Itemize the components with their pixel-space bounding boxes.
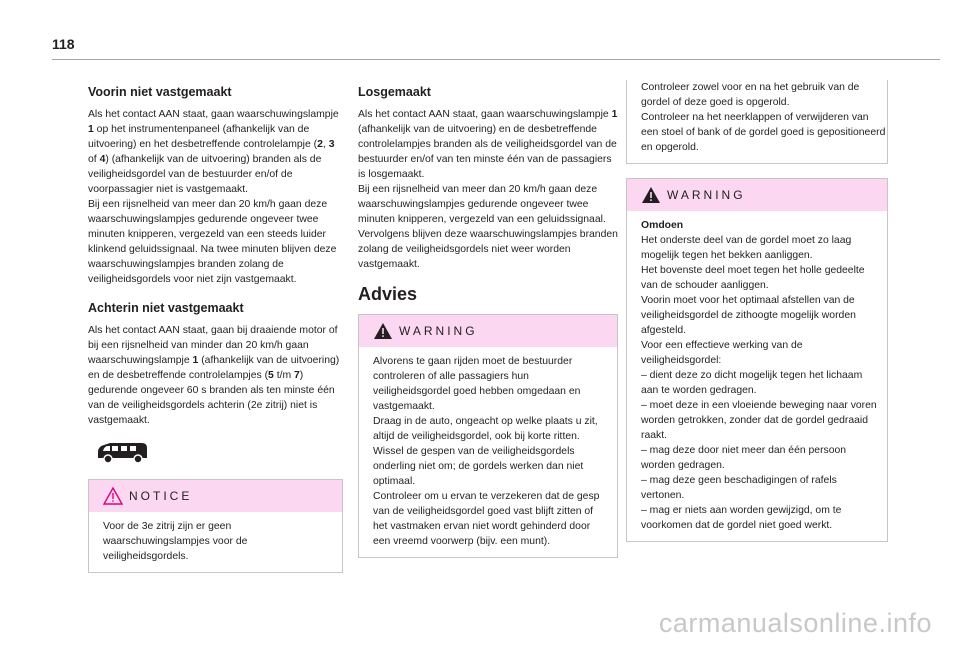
van-icon [94,440,150,464]
section-text-front: Als het contact AAN staat, gaan waarschuwingslampje 1 op het instrumentenpaneel (afhankelijk van de uitvoering) en het desbetreffende controlelampje (2, 3 of 4) (afhankelijk van de uitvoering) branden als de veiligheidsgordel van de bestuurder en/of de voorpassagier niet is vastgemaakt. Bij een rijsnelheid van meer dan 20 km/h gaan deze waarschuwingslampjes gedurende ongeveer twee minuten knipperen, vergezeld van een steeds luider klinkend geluidssignaal. Na twee minuten blijven deze waarschuwingslampjes branden zolang de veiligheidsgordels voor niet zijn vastgemaakt. [88,109,339,285]
header-divider [52,59,940,60]
warning-subtitle: Omdoen [641,220,684,231]
section-title-front: Voorin niet vastgemaakt [88,85,232,99]
continued-box [626,80,888,164]
warning-label: WARNING [399,324,478,338]
notice-triangle-icon [103,487,123,505]
section-text-rear: Als het contact AAN staat, gaan bij draaiende motor of bij een rijsnelheid van minder dan 20 km/h gaan waarschuwingslampje 1 (afhankelijk van de uitvoering) en de desbetreffende controlelampjes (5 t/m 7) gedurende ongeveer 60 s branden als ten minste één van de veiligheidsgordels achterin (2e zitrij) niet is vastgemaakt. [88,325,340,426]
section-title-rear: Achterin niet vastgemaakt [88,301,244,315]
warning-header [359,315,617,347]
warning-box-wearing [626,178,888,542]
warning-header [627,179,887,211]
section-text-unfastened: Als het contact AAN staat, gaan waarschuwingslampje 1 (afhankelijk van de uitvoering) en de desbetreffende controlelampjes branden als de veiligheidsgordel van de bestuurder en/of van ten minste één van de passagiers is losgemaakt. Bij een rijsnelheid van meer dan 20 km/h gaan deze waarschuwingslampjes gedurende ongeveer twee minuten knipperen, vergezeld van een geluidssignaal. Vervolgens blijven deze waarschuwingslampjes branden zolang de veiligheidsgordels niet weer worden vastgemaakt. [358,109,618,270]
notice-box [88,479,343,573]
notice-text: Voor de 3e zitrij zijn er geen waarschuwingslampjes voor de veiligheidsgordels. [103,521,248,562]
column-3 [626,82,888,542]
column-1 [88,84,343,573]
warning-text: Alvorens te gaan rijden moet de bestuurder controleren of alle passagiers hun veiligheidsgordel goed hebben omgedaan en vastgemaakt. Draag in de auto, ongeacht op welke plaats u zit, altijd de veiligheidsgordel, ook bij korte ritten. Wissel de gespen van de veiligheidsgordels onderling niet om; de gordels werken dan niet optimaal. Controleer om u ervan te verzekeren dat de gesp van de veiligheidsgordel goed vast blijft zitten of het vastmaken ervan niet wordt gehinderd door een vreemd voorwerp (bijv. een munt). [373,356,600,547]
continued-text: Controleer zowel voor en na het gebruik van de gordel of deze goed is opgerold. Controleer na het neerklappen of verwijderen van een stoel of bank of de gordel goed is gepositioneerd en opgerold. [641,82,886,153]
notice-label: NOTICE [129,489,193,503]
warning-triangle-icon [641,186,661,204]
section-title-unfastened: Losgemaakt [358,85,431,99]
warning-box-advice [358,314,618,558]
watermark: carmanualsonline.info [658,608,932,638]
page-number: 118 [52,36,75,52]
advice-heading: Advies [358,284,418,304]
column-2 [358,84,618,558]
warning-triangle-icon [373,322,393,340]
notice-header [89,480,342,512]
warning-text: Het onderste deel van de gordel moet zo laag mogelijk tegen het bekken aanliggen. Het bovenste deel moet tegen het holle gedeelte van de schouder aanliggen. Voorin moet voor het optimaal afstellen van de veiligheidsgordel de zithoogte mogelijk worden afgesteld. Voor een effectieve werking van de veiligheidsgordel: – dient deze zo dicht mogelijk tegen het lichaam aan te worden gedragen. – moet deze in een vloeiende beweging naar voren worden getrokken, zonder dat de gordel gedraaid raakt. – mag deze door niet meer dan één persoon worden gedragen. – mag deze geen beschadigingen of rafels vertonen. – mag er niets aan worden gewijzigd, om te voorkomen dat de gordel niet goed werkt. [641,235,877,531]
warning-label: WARNING [667,188,746,202]
